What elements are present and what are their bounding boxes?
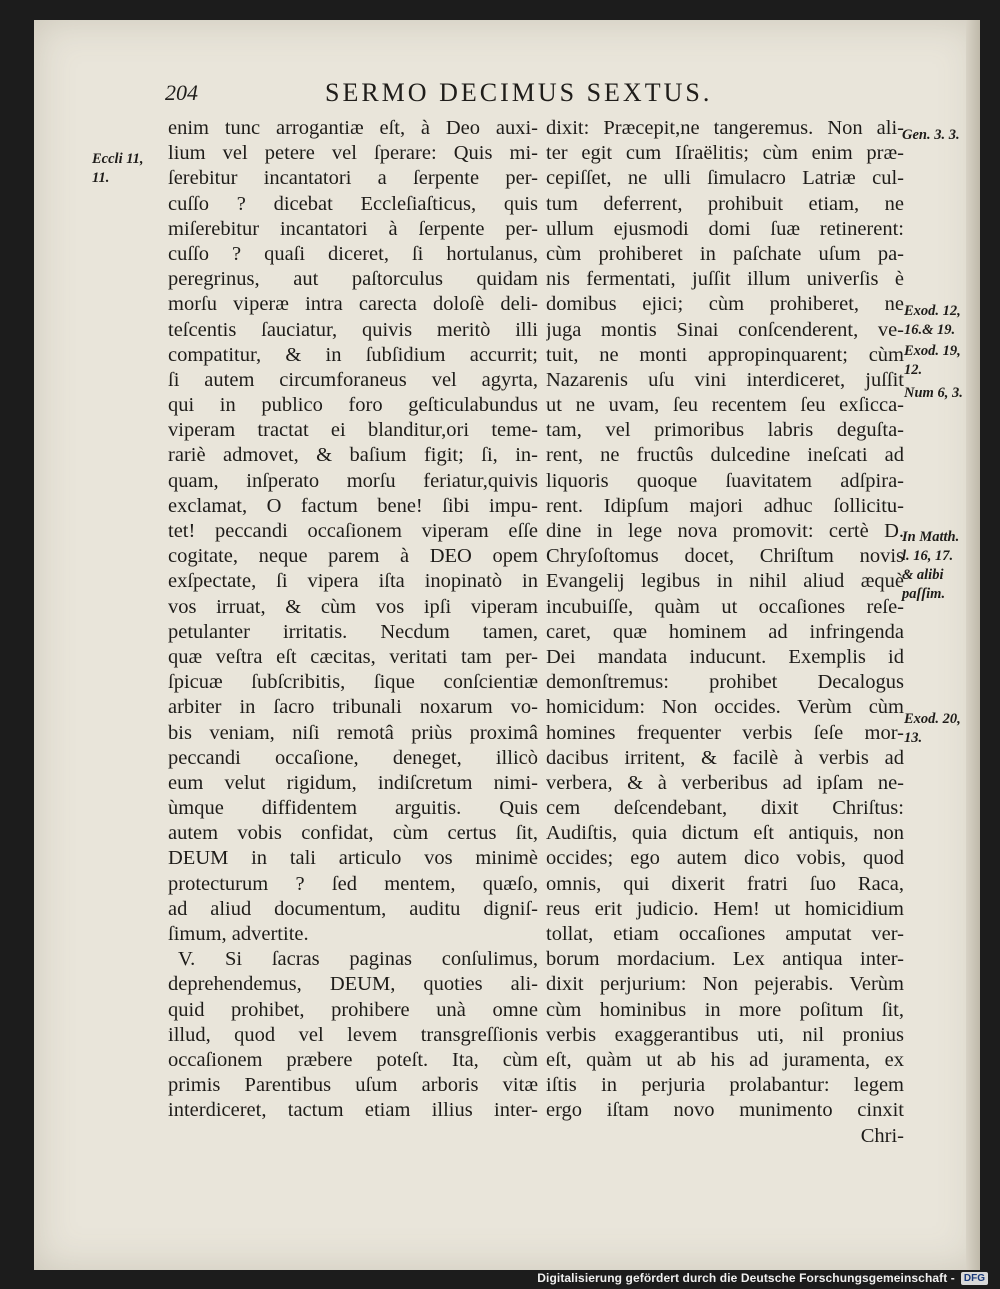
running-title: SERMO DECIMUS SEXTUS. bbox=[325, 78, 713, 107]
footer-credit: Digitalisierung gefördert durch die Deutsche Forschungsgemeinschaft - bbox=[537, 1271, 955, 1285]
text-line: incubuiſſe, quàm ut occaſiones reſe- bbox=[546, 595, 904, 618]
page-number: 204 bbox=[165, 80, 198, 105]
text-line: Nazarenis uſu vini interdiceret, juſſit bbox=[546, 368, 904, 391]
text-line: qui in publico foro geſticulabundus bbox=[168, 394, 538, 417]
margin-note-line: 13. bbox=[904, 730, 923, 746]
text-line: quam, inſperato morſu feriatur,quivis bbox=[168, 469, 538, 492]
page-header bbox=[165, 78, 745, 112]
text-line: autem vobis confidat, cùm certus ſit, bbox=[168, 822, 538, 845]
text-line: interdiceret, tactum etiam illius inter- bbox=[168, 1099, 538, 1122]
text-line: juga montis Sinai conſcenderent, ve- bbox=[546, 318, 904, 341]
text-line: miſerebitur incantatori à ſerpente per- bbox=[168, 217, 538, 240]
text-line: Chri- bbox=[860, 1124, 904, 1147]
text-line: iſtis in perjuria prolabantur: legem bbox=[546, 1074, 904, 1097]
margin-note-exod20 bbox=[904, 710, 961, 748]
text-line: peccandi occaſione, deneget, illicò bbox=[168, 746, 538, 769]
text-line: cuſſo ? dicebat Eccleſiaſticus, quis bbox=[168, 192, 538, 215]
text-line: cùm hominibus in more poſitum ſit, bbox=[546, 998, 904, 1021]
text-line: tuit, ne monti appropinquarent; cùm bbox=[546, 343, 904, 366]
text-line: ſerebitur incantatori a ſerpente per- bbox=[168, 167, 538, 190]
text-line: petulanter irritatis. Necdum tamen, bbox=[168, 620, 538, 643]
text-line: ut ne uvam, ſeu recentem ſeu exſicca- bbox=[546, 394, 904, 417]
text-line: vos irruat, & cùm vos ipſi viperam bbox=[168, 595, 538, 618]
margin-note-line: 11. bbox=[92, 170, 110, 186]
text-line: Audiſtis, quia dictum eſt antiquis, non bbox=[546, 822, 904, 845]
text-line: ullum ejusmodi domi ſuæ retinerent: bbox=[546, 217, 904, 240]
text-line: arbiter in ſacro tribunali noxarum vo- bbox=[168, 696, 538, 719]
margin-note-line: Gen. 3. 3. bbox=[902, 127, 960, 143]
margin-note-matth bbox=[902, 528, 959, 604]
text-line: omnis, qui dixerit fratri ſuo Raca, bbox=[546, 872, 904, 895]
text-line: homines frequenter verbis ſeſe mor- bbox=[546, 721, 904, 744]
text-line: cogitate, neque parem à DEO opem bbox=[168, 545, 538, 568]
text-line: protecturum ? ſed mentem, quæſo, bbox=[168, 872, 538, 895]
text-line: dixit perjurium: Non pejerabis. Verùm bbox=[546, 973, 904, 996]
margin-note-line: Exod. 20, bbox=[904, 711, 961, 727]
text-line: dixit: Præcepit,ne tangeremus. Non ali- bbox=[546, 117, 904, 139]
text-line: cuſſo ? quaſi diceret, ſi hortulanus, bbox=[168, 242, 538, 265]
text-line: tum deferrent, prohibuit etiam, ne bbox=[546, 192, 904, 215]
text-line: primis Parentibus uſum arboris vitæ bbox=[168, 1074, 538, 1097]
margin-note-line: 12. bbox=[904, 362, 923, 378]
margin-note-line: Exod. 19, bbox=[904, 343, 961, 359]
text-line: V. Si ſacras paginas conſulimus, bbox=[178, 948, 538, 971]
right-column bbox=[546, 116, 904, 1149]
text-line: ſi autem circumforaneus vel agyrta, bbox=[168, 368, 538, 391]
margin-note-gen bbox=[902, 126, 960, 145]
text-line: ad aliud documentum, auditu digniſ- bbox=[168, 897, 538, 920]
page-edge bbox=[966, 20, 980, 1270]
text-line: caret, quæ hominem ad infringenda bbox=[546, 620, 904, 643]
text-line: rent. Idipſum majori adhuc ſollicitu- bbox=[546, 494, 904, 517]
text-line: exſpectate, ſi vipera iſta inopinatò in bbox=[168, 570, 538, 593]
text-line: ſimum, advertite. bbox=[168, 923, 309, 945]
text-line: deprehendemus, DEUM, quoties ali- bbox=[168, 973, 538, 996]
left-column bbox=[168, 116, 538, 1124]
margin-note-line: paſſim. bbox=[902, 586, 946, 602]
text-line: bis veniam, niſi remotâ priùs proximâ bbox=[168, 721, 538, 744]
text-line: ergo iſtam novo munimento cinxit bbox=[546, 1099, 904, 1122]
text-line: quæ veſtra eſt cæcitas, veritati tam per- bbox=[168, 645, 538, 668]
text-line: verbis exaggerantibus uti, nil pronius bbox=[546, 1023, 904, 1046]
margin-note-line: Eccli 11, bbox=[92, 151, 144, 167]
text-line: reus erit judicio. Hem! ut homicidium bbox=[546, 897, 904, 920]
margin-note-line: Exod. 12, bbox=[904, 303, 961, 319]
margin-note-line: l. 16, 17. bbox=[902, 548, 954, 564]
text-line: tet! peccandi occaſionem viperam eſſe bbox=[168, 520, 538, 542]
text-line: homicidum: Non occides. Verùm cùm bbox=[546, 696, 904, 719]
text-line: illud, quod vel levem transgreſſionis bbox=[168, 1023, 538, 1046]
text-line: cùm prohiberet in paſchate uſum pa- bbox=[546, 242, 904, 265]
text-line: liquoris quoque ſuavitatem adſpira- bbox=[546, 469, 904, 492]
text-line: morſu viperæ intra carecta doloſè deli- bbox=[168, 293, 538, 316]
margin-note-num bbox=[904, 384, 963, 403]
margin-note-line: 16.& 19. bbox=[904, 322, 956, 338]
digitization-footer bbox=[537, 1271, 988, 1285]
text-line: ùmque diffidentem arguitis. Quis bbox=[168, 797, 538, 820]
text-line: verbera, & à verberibus ad ipſam ne- bbox=[546, 771, 904, 794]
text-line: nis fermentati, juſſit illum univerſis è bbox=[546, 268, 904, 291]
text-line: viperam tractat ei blanditur,ori teme- bbox=[168, 419, 538, 442]
margin-note-line: Num 6, 3. bbox=[904, 385, 963, 401]
text-line: domibus ejici; cùm prohiberet, ne bbox=[546, 293, 904, 316]
margin-note-exod12 bbox=[904, 302, 961, 340]
text-line: Dei mandata inducunt. Exemplis id bbox=[546, 645, 904, 668]
text-line: tam, vel primoribus labris deguſta- bbox=[546, 419, 904, 442]
text-line: exclamat, O factum bene! ſibi impu- bbox=[168, 494, 538, 517]
text-line: rent, ne fructûs dulcedine ineſcati ad bbox=[546, 444, 904, 467]
text-line: rariè admovet, & baſium figit; ſi, in- bbox=[168, 444, 538, 467]
text-line: occides; ego autem dico vobis, quod bbox=[546, 847, 904, 870]
dfg-logo-icon: DFG bbox=[961, 1272, 988, 1285]
text-line: eum velut rigidum, indiſcretum nimi- bbox=[168, 771, 538, 794]
text-line: dine in lege nova promovit: certè D. bbox=[546, 520, 904, 542]
text-line: peregrinus, aut paſtorculus quidam bbox=[168, 268, 538, 291]
text-line: teſcentis ſauciatur, quivis meritò illi bbox=[168, 318, 538, 341]
text-line: tollat, etiam occaſiones amputat ver- bbox=[546, 923, 904, 945]
text-line: compatitur, & in ſubſidium accurrit; bbox=[168, 343, 538, 366]
text-line: quid prohibet, prohibere unà omne bbox=[168, 998, 538, 1021]
text-line: Evangelij legibus in nihil aliud æquè bbox=[546, 570, 904, 593]
text-line: ſpicuæ ſubſcribitis, ſique conſcientiæ bbox=[168, 671, 538, 694]
margin-note-line: In Matth. bbox=[902, 529, 960, 545]
text-line: cem deſcendebant, dixit Chriſtus: bbox=[546, 797, 904, 820]
margin-note-exod19 bbox=[904, 342, 961, 380]
text-line: occaſionem præbere poteſt. Ita, cùm bbox=[168, 1048, 538, 1071]
text-line: enim tunc arrogantiæ eſt, à Deo auxi- bbox=[168, 117, 538, 139]
text-line: Chryſoſtomus docet, Chriſtum novis bbox=[546, 545, 904, 568]
text-line: dacibus irritent, & facilè à verbis ad bbox=[546, 746, 904, 769]
margin-note-line: & alibi bbox=[902, 567, 944, 583]
margin-note-eccli bbox=[92, 150, 144, 188]
text-line: DEUM in tali articulo vos minimè bbox=[168, 847, 538, 870]
text-line: ter egit cum Iſraëlitis; cùm enim præ- bbox=[546, 142, 904, 165]
text-line: borum mordacium. Lex antiqua inter- bbox=[546, 948, 904, 971]
text-line: cepiſſet, ne ulli ſimulacro Latriæ cul- bbox=[546, 167, 904, 190]
text-line: demonſtremus: prohibet Decalogus bbox=[546, 671, 904, 694]
text-line: eſt, quàm ut ab his ad juramenta, ex bbox=[546, 1048, 904, 1071]
text-line: lium vel petere vel ſperare: Quis mi- bbox=[168, 142, 538, 165]
